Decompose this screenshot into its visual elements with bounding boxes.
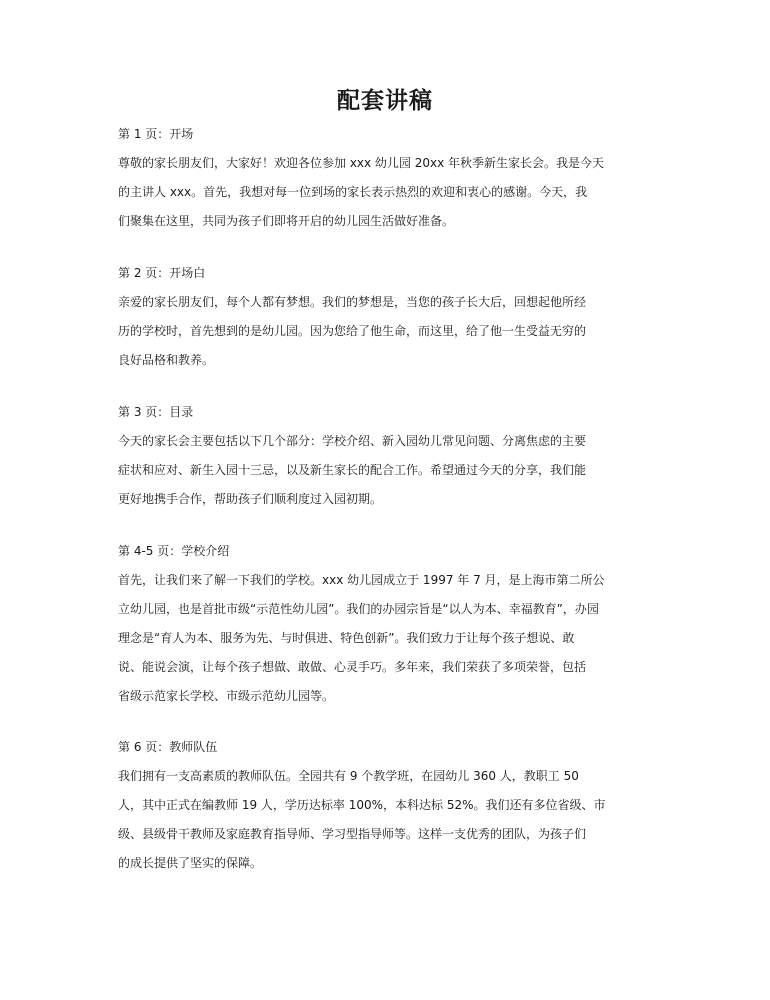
paragraph-line: 人，其中正式在编教师 19 人，学历达标率 100%，本科达标 52%。我们还有多位省级、市 — [118, 798, 606, 812]
document-title: 配套讲稿 — [337, 88, 433, 114]
paragraph-line: 我们拥有一支高素质的教师队伍。全园共有 9 个教学班，在园幼儿 360 人，教职工 50 — [118, 769, 579, 783]
section-page-1 — [118, 120, 658, 236]
paragraph-line: 的主讲人 xxx。首先，我想对每一位到场的家长表示热烈的欢迎和衷心的感谢。今天，我 — [118, 185, 588, 199]
paragraph-line: 理念是“育人为本、服务为先、与时俱进、特色创新”。我们致力于让每个孩子想说、敢 — [118, 631, 575, 645]
paragraph-line: 省级示范家长学校、市级示范幼儿园等。 — [118, 689, 335, 703]
section-heading: 第 4-5 页：学校介绍 — [118, 544, 230, 558]
section-heading: 第 6 页：教师队伍 — [118, 740, 218, 754]
paragraph-line: 首先，让我们来了解一下我们的学校。xxx 幼儿园成立于 1997 年 7 月，是上海市第二所公 — [118, 573, 605, 587]
section-page-6 — [118, 733, 658, 878]
paragraph-line: 亲爱的家长朋友们，每个人都有梦想。我们的梦想是，当您的孩子长大后，回想起他所经 — [118, 295, 587, 309]
paragraph-line: 良好品格和教养。 — [118, 353, 215, 367]
paragraph-line: 的成长提供了坚实的保障。 — [118, 856, 263, 870]
section-heading: 第 1 页：开场 — [118, 127, 194, 141]
paragraph-line: 今天的家长会主要包括以下几个部分：学校介绍、新入园幼儿常见问题、分离焦虑的主要 — [118, 434, 587, 448]
paragraph-line: 尊敬的家长朋友们，大家好！欢迎各位参加 xxx 幼儿园 20xx 年秋季新生家长会。我是今天 — [118, 156, 605, 170]
section-heading: 第 2 页：开场白 — [118, 266, 206, 280]
section-page-2 — [118, 259, 658, 375]
paragraph-line: 更好地携手合作，帮助孩子们顺利度过入园初期。 — [118, 492, 383, 506]
section-heading: 第 3 页：目录 — [118, 405, 194, 419]
paragraph-line: 们聚集在这里，共同为孩子们即将开启的幼儿园生活做好准备。 — [118, 214, 455, 228]
paragraph-line: 级、县级骨干教师及家庭教育指导师、学习型指导师等。这样一支优秀的团队，为孩子们 — [118, 827, 587, 841]
paragraph-line: 症状和应对、新生入园十三忌，以及新生家长的配合工作。希望通过今天的分享，我们能 — [118, 463, 587, 477]
paragraph-line: 立幼儿园，也是首批市级“示范性幼儿园”。我们的办园宗旨是“以人为本、幸福教育”，办园 — [118, 602, 599, 616]
section-page-4-5 — [118, 537, 658, 711]
paragraph-line: 历的学校时，首先想到的是幼儿园。因为您给了他生命，而这里，给了他一生受益无穷的 — [118, 324, 587, 338]
section-page-3 — [118, 398, 658, 514]
paragraph-line: 说、能说会演，让每个孩子想做、敢做、心灵手巧。多年来，我们荣获了多项荣誉，包括 — [118, 660, 587, 674]
